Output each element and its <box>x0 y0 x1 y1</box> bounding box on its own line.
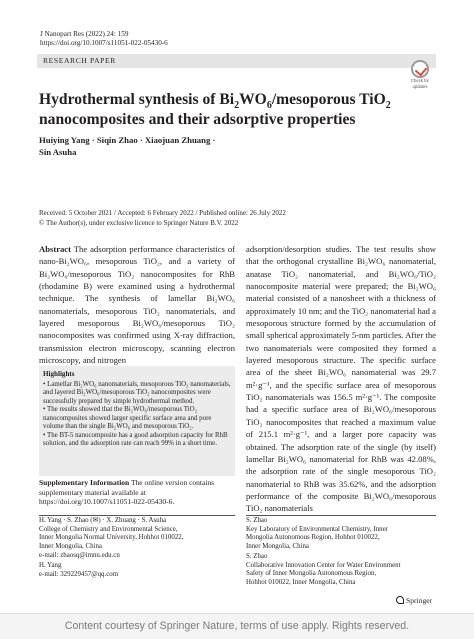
article-type-label: RESEARCH PAPER <box>43 56 116 65</box>
title-line2: nanocomposites and their adsorptive properties <box>39 111 356 128</box>
affiliation-name: S. Zhao <box>246 517 268 524</box>
publication-dates <box>39 209 286 228</box>
dates-line: Received: 5 October 2021 / Accepted: 6 February 2022 / Published online: 26 July 2022 <box>39 209 286 217</box>
abstract-right-column <box>246 243 436 515</box>
authors-line1: Huiying Yang · Siqin Zhao · Xiaojuan Zhuang · <box>39 135 216 145</box>
affiliation-right-2 <box>246 553 436 588</box>
affiliation-right-1 <box>246 517 436 552</box>
abstract-left-column <box>39 243 235 366</box>
highlights-title: Highlights <box>43 370 75 378</box>
affiliation-line: Inner Mongolia Normal University, Hohhot 010022, <box>39 534 184 542</box>
affiliation-divider-right <box>246 515 436 516</box>
footer-banner <box>0 613 474 639</box>
affiliation-name: S. Zhao <box>246 553 268 560</box>
highlights-box <box>39 366 235 476</box>
affiliation-email[interactable]: e-mail: zhaosq@imnu.edu.cn <box>39 551 120 559</box>
affiliation-line: Inner Mongolia, China <box>39 543 102 551</box>
check-updates-icon <box>411 60 429 78</box>
springer-horse-icon <box>396 596 404 604</box>
affiliation-line: Inner Mongolia, China <box>246 543 309 551</box>
supplementary-heading: Supplementary Information <box>39 478 130 487</box>
publisher-logo <box>396 596 432 605</box>
highlight-item: • The BT-5 nanocomposite has a good adsorption capacity for RhB solution, and the adsorption rate can reach 99% in a short time. <box>43 431 228 448</box>
footer-text: Content courtesy of Springer Nature, terms of use apply. Rights reserved. <box>64 620 410 632</box>
affiliation-line: Safety of Inner Mongolia Autonomous Region, <box>246 570 377 578</box>
title-subscript: 2 <box>385 100 391 112</box>
affiliation-line: Key Laboratory of Environmental Chemistry, Inner <box>246 525 388 533</box>
supplementary-text[interactable]: The online version contains supplementary material available at https://doi.org/10.1007/s11051-022-05430-6. <box>39 478 215 506</box>
affiliation-line: Mongolia Autonomous Region, Hohhot 010022, <box>246 534 380 542</box>
article-type-banner <box>37 54 436 68</box>
affiliation-line: Collaborative Innovation Center for Water Environment <box>246 561 401 569</box>
copyright-line: © The Author(s), under exclusive licence to Springer Nature B.V. 2022 <box>39 218 239 227</box>
affiliation-names: H. Yang · S. Zhao (✉) · X. Zhuang · S. Asuha <box>39 517 167 524</box>
supplementary-info <box>39 478 235 507</box>
affiliation-left <box>39 517 235 561</box>
title-subscript: 6 <box>266 100 272 112</box>
publisher-name: Springer <box>406 596 433 605</box>
affiliation-email[interactable]: e-mail: 329229457@qq.com <box>39 570 119 578</box>
affiliation-line: Hohhot 010022, Inner Mongolia, China <box>246 579 356 587</box>
title-part: WO <box>239 91 267 108</box>
affiliation-left-second <box>39 562 235 579</box>
title-part: /mesoporous TiO <box>271 91 386 108</box>
affiliation-name: H. Yang <box>39 562 62 569</box>
abstract-text: The adsorption performance characteristics of nano-Bi₂WO₆, mesoporous TiO₂, and a variety of Bi₂WO₆/mesoporous TiO₂ nanocomposites for RhB (rhodamine B) were examined using a hydrothermal technique. The synthesis of lamellar Bi₂WO₆ nanomaterials, mesoporous TiO₂ nanomaterials, and layered mesoporous Bi₂WO₆/mesoporous TiO₂ nanocomposites was confirmed using X-ray diffraction, transmission electron microscopy, scanning electron microscopy, and nitrogen <box>39 244 235 366</box>
affiliation-divider-left <box>39 515 235 516</box>
article-title <box>39 90 399 130</box>
check-updates-line2: updates <box>412 83 428 89</box>
authors-line2: Sin Asuha <box>39 147 77 157</box>
journal-doi[interactable]: https://doi.org/10.1007/s11051-022-05430-6 <box>40 39 168 47</box>
title-subscript: 2 <box>234 100 240 112</box>
journal-citation: J Nanopart Res (2022) 24: 159 <box>40 30 129 38</box>
affiliation-line: College of Chemistry and Environmental Science, <box>39 525 178 533</box>
abstract-heading: Abstract <box>39 244 71 254</box>
title-part: Hydrothermal synthesis of Bi <box>39 91 235 108</box>
check-for-updates-badge[interactable] <box>405 60 435 91</box>
author-list <box>39 134 399 158</box>
abstract-continued: adsorption/desorption studies. The test results show that the orthogonal crystalline Bi₂WO₆ nanomaterial, anatase TiO₂ nanomaterial, and Bi₂WO₆/TiO₂ nanocomposite material were prepared; the Bi₂WO₆ material consisted of a nanosheet with a thickness of approximately 10 nm; and the TiO₂ nanomaterial had a mesoporous structure formed by the accumulation of small spherical approximately 5-nm particles. After the two nanomaterials were composited they formed a layered mesoporous structure. The specific surface area of the sheet Bi₂WO₆ nanomaterial was 29.7 m²·g⁻¹, and the specific surface area of mesoporous TiO₂ nanomaterials was 156.5 m²·g⁻¹. The composite had a specific surface area of Bi₂WO₆/mesoporous TiO₂ nanocomposites that reached a maximum value of 215.1 m²·g⁻¹, and a larger pore capacity was obtained. The adsorption rate of the single (by itself) lamellar Bi₂WO₆ nanomaterial for RhB was 42.08%, the adsorption rate of the single mesoporous TiO₂ nanomaterial to RhB was 35.62%, and the adsorption performance of the composite Bi₂WO₆/mesoporous TiO₂ nanomaterials <box>246 244 436 514</box>
highlight-item: • Lamellar Bi₂WO₆ nanomaterials, mesoporous TiO₂ nanomaterials, and layered Bi₂WO₆/mesoporous TiO₂ nanocomposites were successfully prepared by simple hydrothermal method. <box>43 380 231 405</box>
highlight-item: • The results showed that the Bi₂WO₆/mesoporous TiO₂ nanocomposites showed larger specific surface area and pore volume than the single Bi₂WO₆ and mesoporous TiO₂. <box>43 406 212 431</box>
check-updates-line1: Check for <box>411 78 429 83</box>
